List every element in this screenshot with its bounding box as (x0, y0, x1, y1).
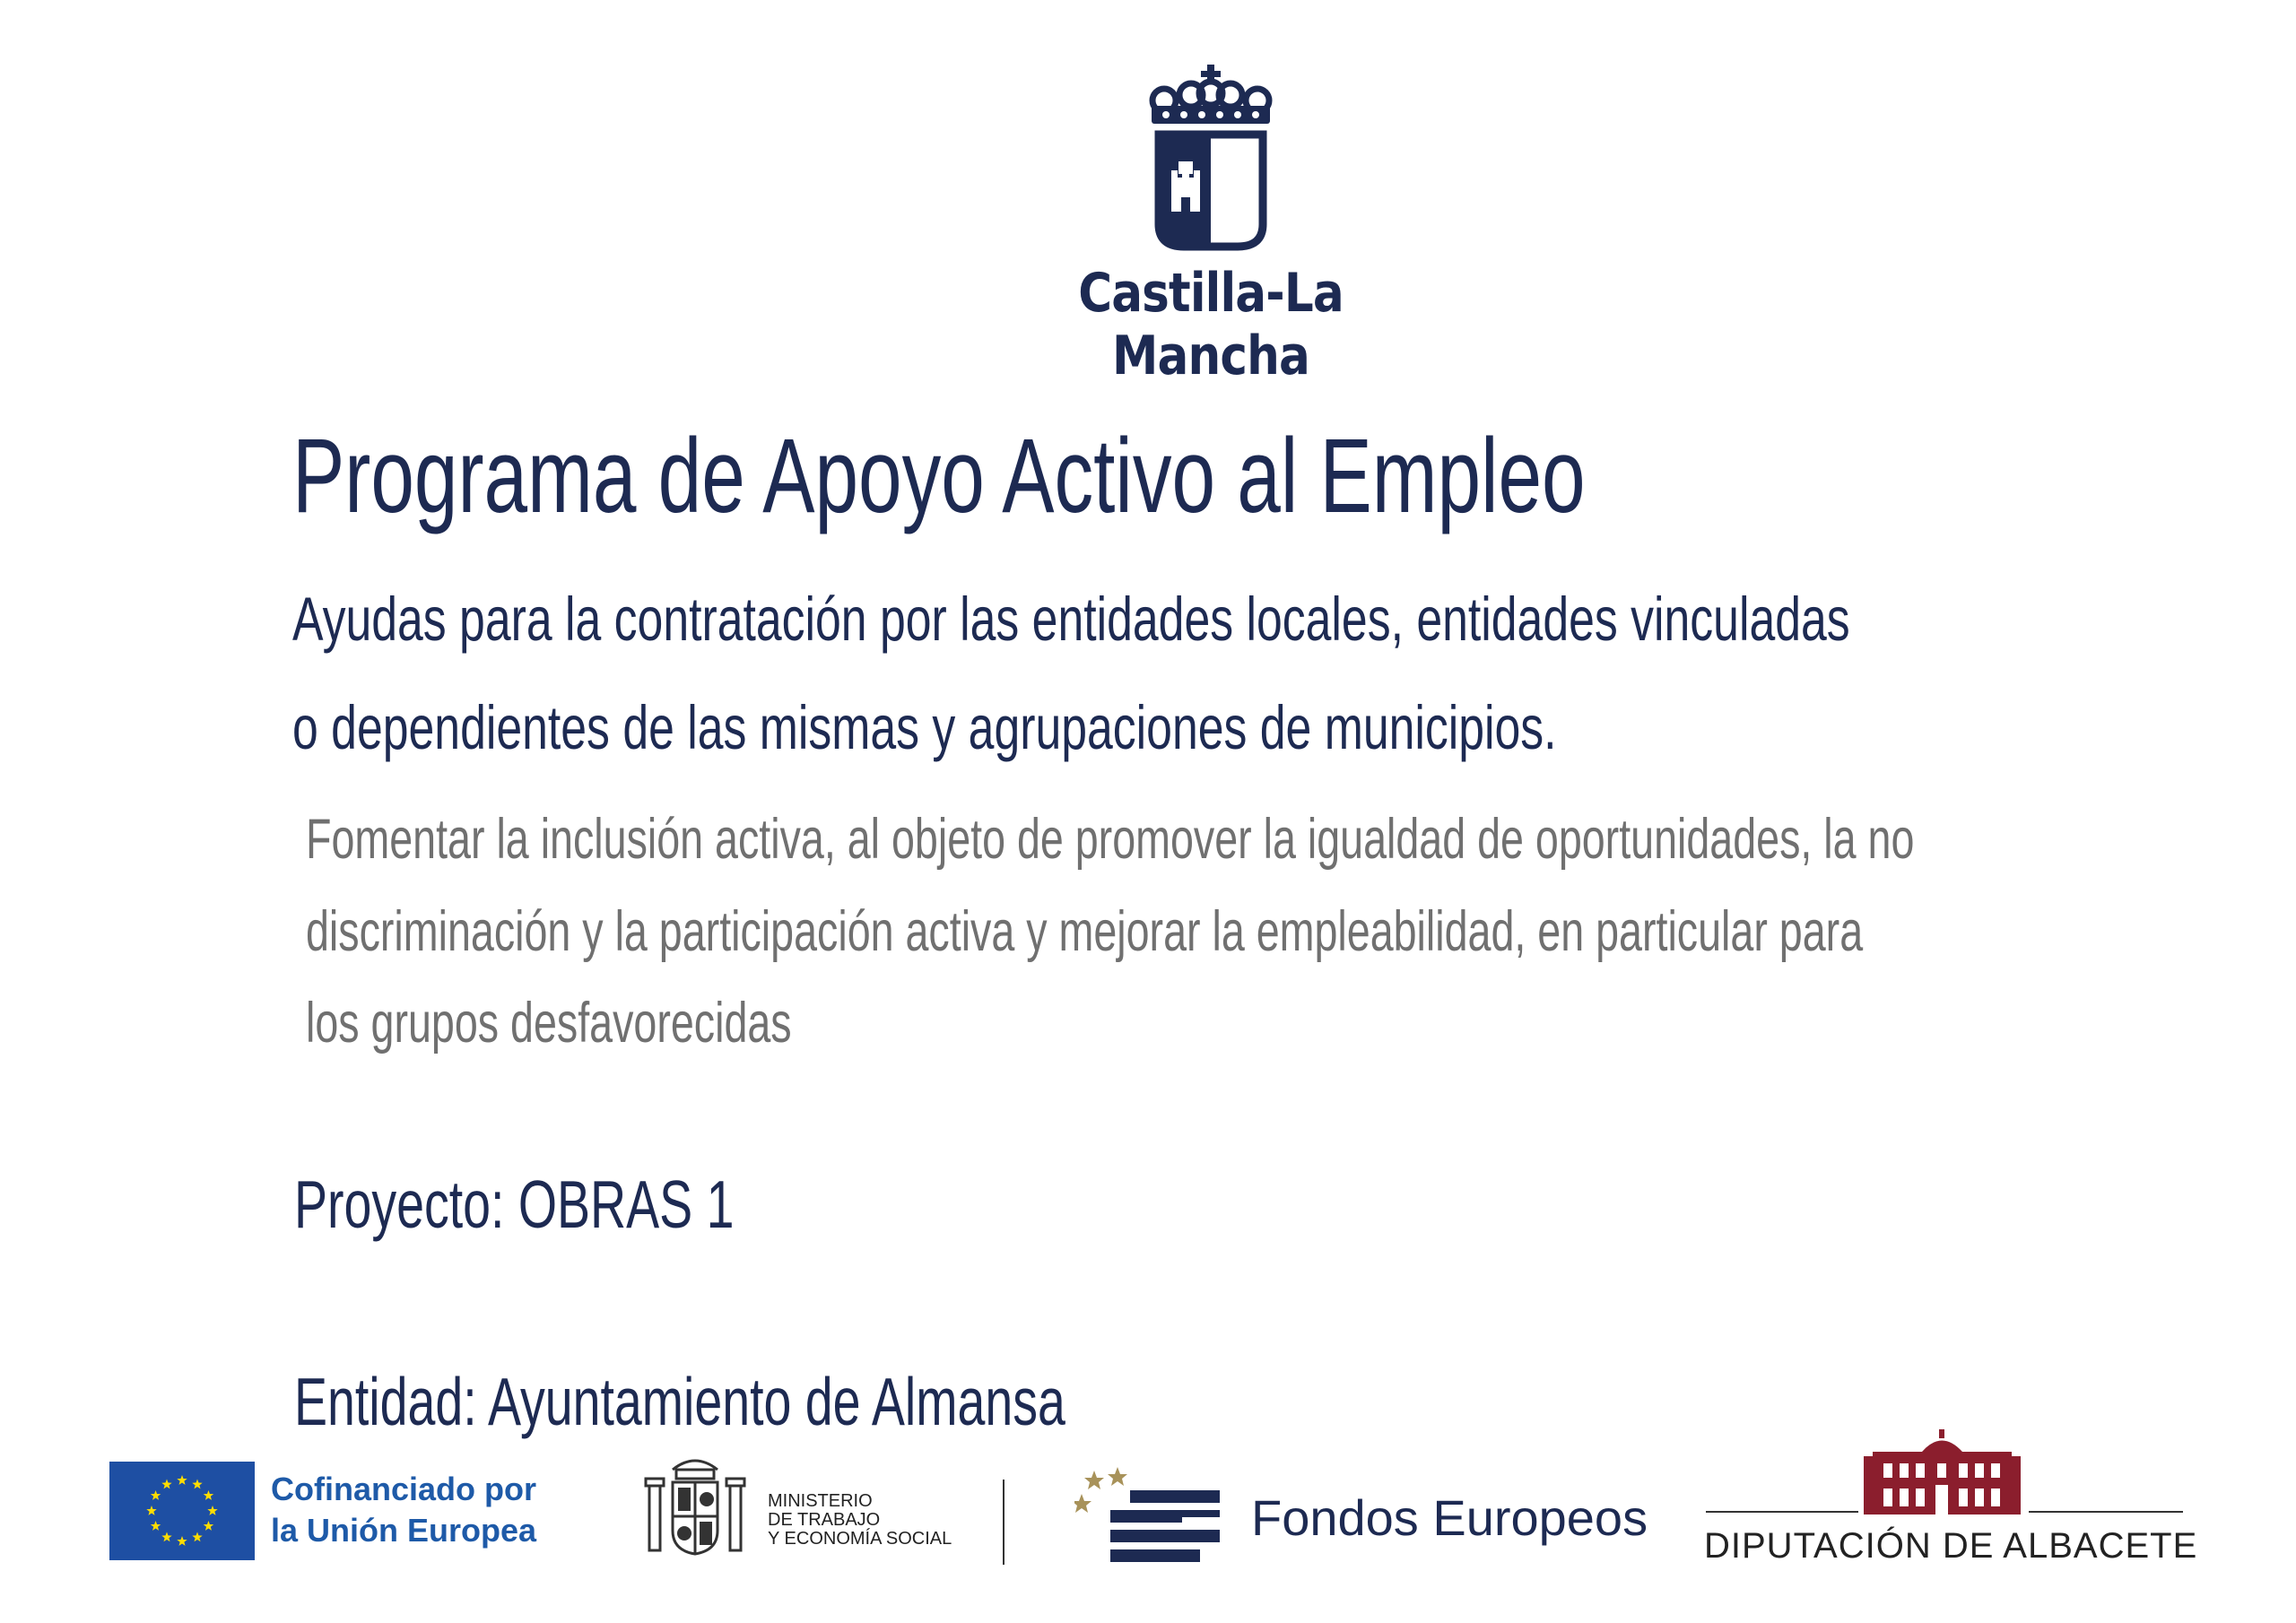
description-line-3: los grupos desfavorecidas (306, 992, 792, 1055)
eu-cofinanciado-text (271, 1469, 536, 1551)
description-line-1: Fomentar la inclusión activa, al objeto de promover la igualdad de oportunidades, la no (306, 808, 1915, 871)
fondos-europeos-logo-icon (1074, 1463, 1227, 1567)
subtitle-line-1: Ayudas para la contratación por las entidades locales, entidades vinculadas (292, 585, 1850, 654)
castilla-la-mancha-emblem-icon (1121, 63, 1300, 256)
entidad-label: Entidad: Ayuntamiento de Almansa (294, 1364, 1065, 1439)
fondos-europeos-text: Fondos Europeos (1251, 1489, 1648, 1546)
description-line-2: discriminación y la participación activa y mejorar la empleabilidad, en particular para (306, 900, 1864, 963)
ministerio-line-2: DE TRABAJO (768, 1510, 881, 1530)
eu-text-line-2: la Unión Europea (271, 1512, 537, 1549)
castilla-la-mancha-name: Castilla-La Mancha (1078, 262, 1344, 387)
ministerio-text (768, 1492, 952, 1549)
diputacion-albacete-text: DIPUTACIÓN DE ALBACETE (1704, 1526, 2198, 1566)
spain-coat-of-arms-icon (637, 1450, 753, 1567)
ministerio-line-3: Y ECONOMÍA SOCIAL (768, 1529, 952, 1549)
castilla-la-mancha-logo (987, 63, 1435, 387)
divider (2029, 1511, 2183, 1513)
divider (1003, 1480, 1004, 1565)
ministerio-line-1: MINISTERIO (768, 1491, 873, 1511)
page-title: Programa de Apoyo Activo al Empleo (292, 417, 1586, 535)
diputacion-building-icon (1864, 1429, 2021, 1515)
subtitle-line-2: o dependientes de las mismas y agrupaciones de municipios. (292, 693, 1557, 762)
eu-text-line-1: Cofinanciado por (271, 1471, 536, 1507)
eu-flag-icon (109, 1462, 255, 1560)
divider (1706, 1511, 1858, 1513)
proyecto-label: Proyecto: OBRAS 1 (294, 1167, 735, 1242)
